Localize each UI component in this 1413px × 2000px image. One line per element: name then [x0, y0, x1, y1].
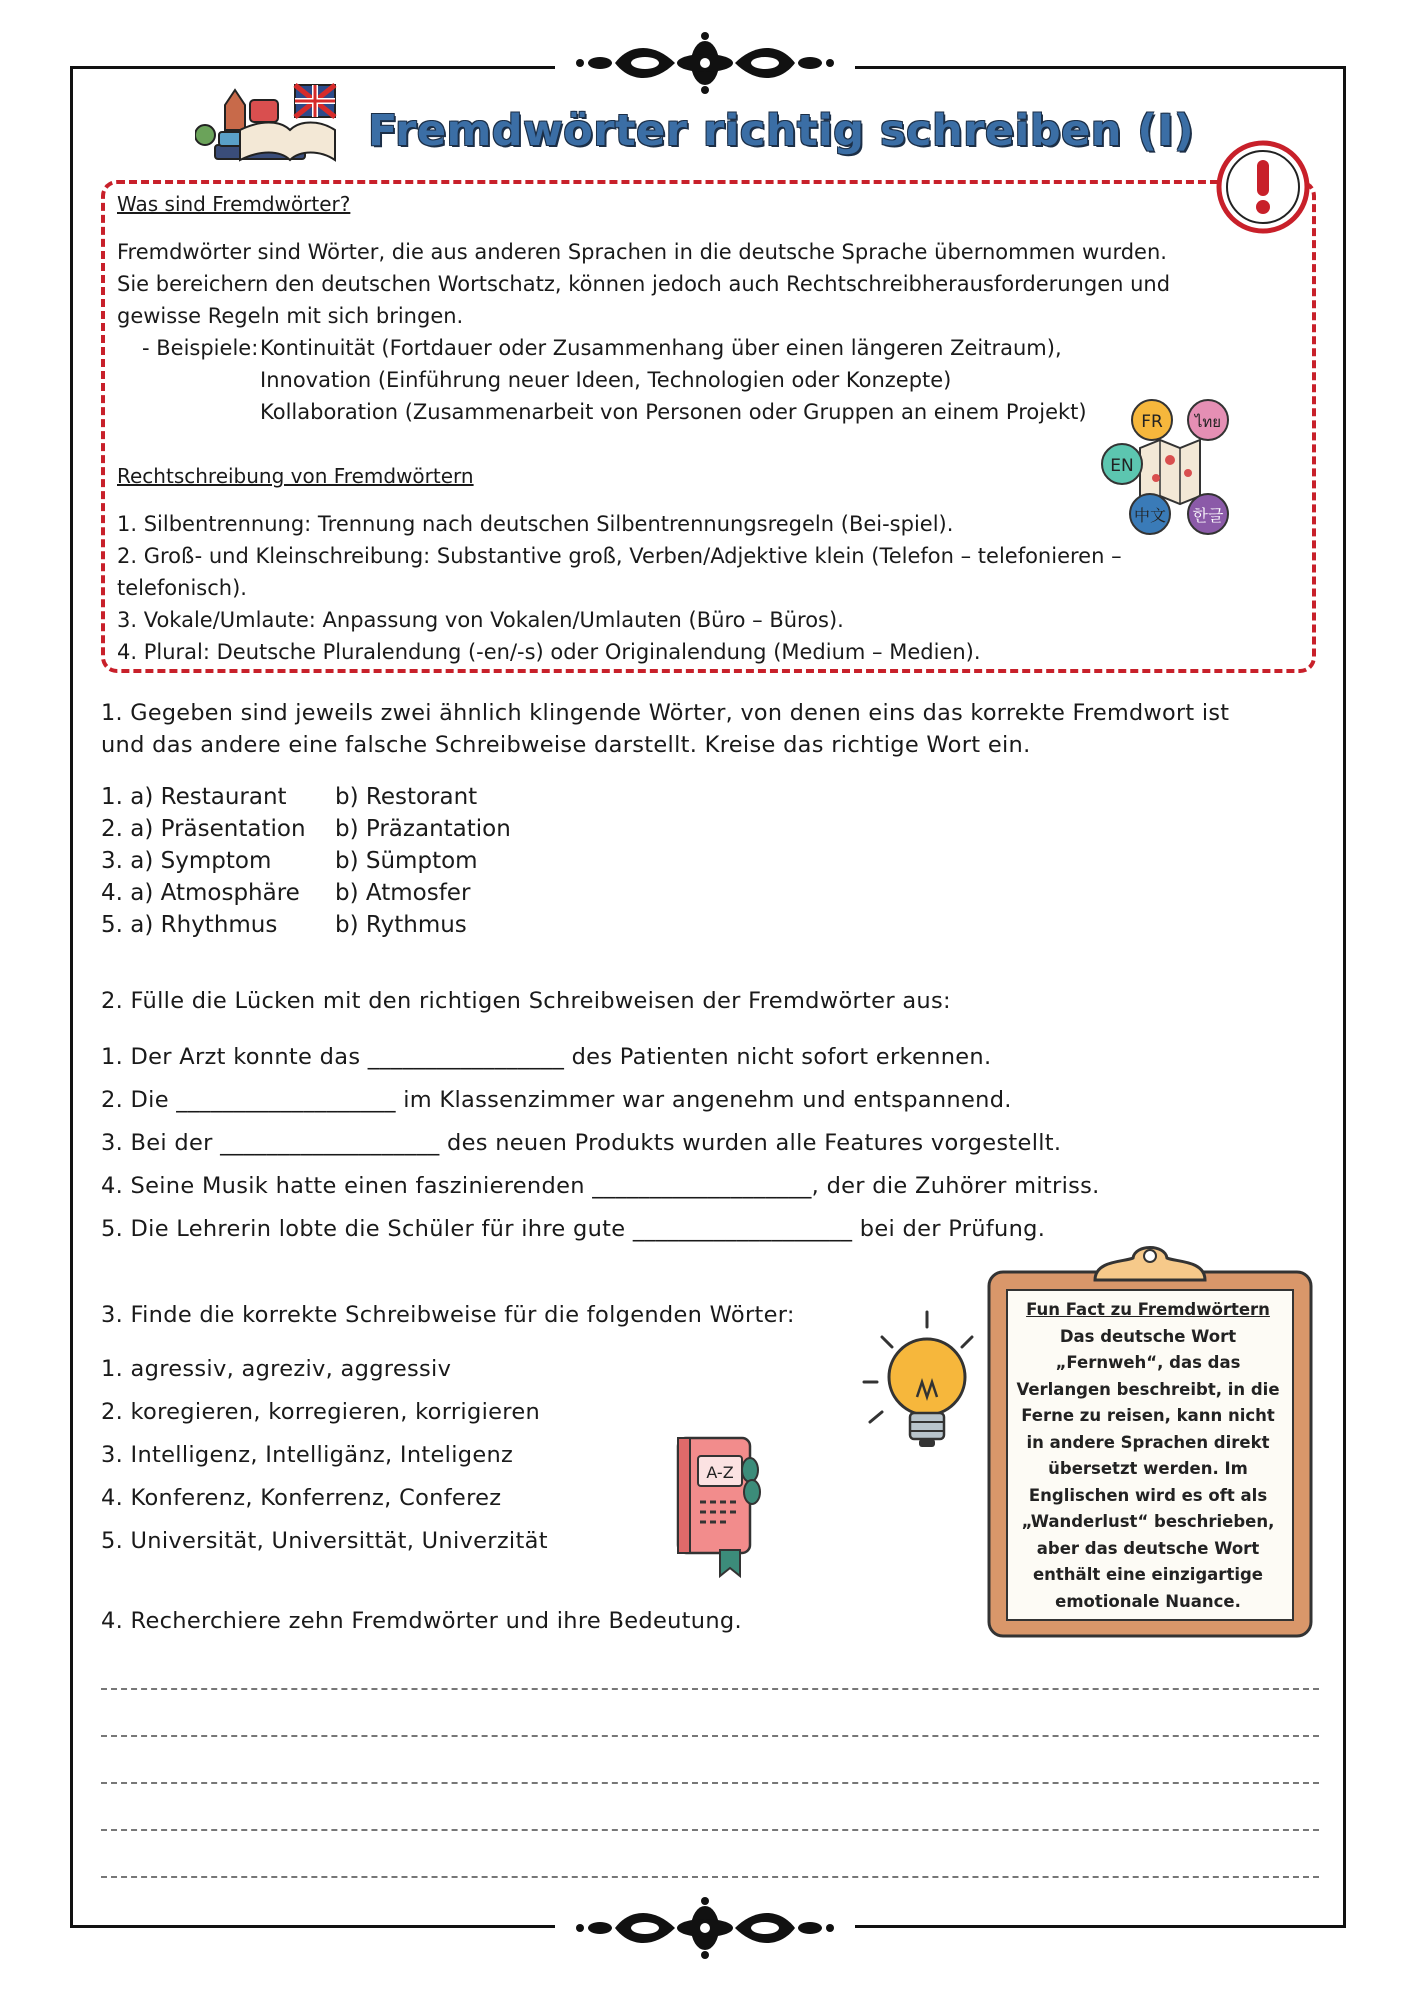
answer-line[interactable]: [101, 1688, 1319, 1690]
fun-fact-line: „Wanderlust“ beschrieben,: [1021, 1512, 1275, 1531]
task1-option-b[interactable]: b) Atmosfer: [335, 880, 471, 906]
languages-map-icon: [1100, 398, 1248, 538]
lightbulb-icon: [862, 1307, 992, 1457]
task2-item[interactable]: 3. Bei der ___________________ des neuen Produkts wurden alle Features vorgestellt.: [101, 1130, 1062, 1156]
fun-fact-line: Das deutsche Wort: [1059, 1326, 1237, 1346]
task1-option-a[interactable]: 2. a) Präsentation: [101, 816, 306, 842]
info-paragraph-line: Sie bereichern den deutschen Wortschatz, können jedoch auch Rechtschreibherausforderungen und: [117, 272, 1171, 296]
task4-instruction: 4. Recherchiere zehn Fremdwörter und ihre Bedeutung.: [101, 1608, 742, 1634]
rule-item: telefonisch).: [117, 576, 247, 600]
fun-fact-line: aber das deutsche Wort: [1036, 1538, 1260, 1558]
task1-option-a[interactable]: 3. a) Symptom: [101, 848, 272, 874]
task2-item[interactable]: 2. Die ___________________ im Klassenzimmer war angenehm und entspannend.: [101, 1087, 1012, 1113]
task1-option-a[interactable]: 1. a) Restaurant: [101, 784, 287, 810]
exclamation-icon: [1216, 140, 1310, 234]
example-item: Innovation (Einführung neuer Ideen, Technologien oder Konzepte): [260, 368, 952, 392]
rule-item: 1. Silbentrennung: Trennung nach deutschen Silbentrennungsregeln (Bei-spiel).: [117, 512, 954, 536]
info-paragraph-line: Fremdwörter sind Wörter, die aus anderen Sprachen in die deutsche Sprache übernommen wurden.: [117, 240, 1167, 264]
fun-fact-title: Fun Fact zu Fremdwörtern: [1026, 1300, 1270, 1319]
ornament-bottom-icon: [555, 1893, 855, 1963]
fun-fact-line: „Fernweh“, das das: [1055, 1353, 1241, 1372]
fun-fact-line: übersetzt werden. Im: [1048, 1459, 1248, 1478]
task3-item[interactable]: 3. Intelligenz, Intelligänz, Inteligenz: [101, 1442, 514, 1468]
task1-option-a[interactable]: 5. a) Rhythmus: [101, 912, 278, 938]
fun-fact-line: Englischen wird es oft als: [1028, 1485, 1268, 1505]
info-heading-what: Was sind Fremdwörter?: [117, 192, 351, 216]
answer-line[interactable]: [101, 1876, 1319, 1878]
rule-item: 2. Groß- und Kleinschreibung: Substantive groß, Verben/Adjektive klein (Telefon – telefonieren –: [117, 544, 1122, 568]
fun-fact-line: enthält eine einzigartige: [1032, 1565, 1263, 1584]
lang-label-fr: FR: [1141, 412, 1163, 432]
lang-label-th: ไทย: [1194, 413, 1222, 431]
fun-fact-line: Ferne zu reisen, kann nicht: [1021, 1406, 1275, 1425]
task3-item[interactable]: 2. koregieren, korregieren, korrigieren: [101, 1399, 541, 1425]
fun-fact-line: in andere Sprachen direkt: [1026, 1432, 1270, 1452]
answer-line[interactable]: [101, 1735, 1319, 1737]
task1-option-b[interactable]: b) Präzantation: [335, 816, 511, 842]
task2-instruction: 2. Fülle die Lücken mit den richtigen Schreibweisen der Fremdwörter aus:: [101, 988, 951, 1014]
rule-item: 4. Plural: Deutsche Pluralendung (-en/-s) oder Originalendung (Medium – Medien).: [117, 640, 981, 664]
book-label: A-Z: [706, 1463, 734, 1482]
task1-option-b[interactable]: b) Sümptom: [335, 848, 478, 874]
lang-label-zh: 中文: [1133, 506, 1167, 525]
rule-item: 3. Vokale/Umlaute: Anpassung von Vokalen/Umlauten (Büro – Büros).: [117, 608, 844, 632]
fun-fact-line: Verlangen beschreibt, in die: [1016, 1379, 1280, 1399]
example-item: Kollaboration (Zusammenarbeit von Personen oder Gruppen an einem Projekt): [260, 400, 1087, 424]
task3-item[interactable]: 1. agressiv, agreziv, aggressiv: [101, 1356, 452, 1382]
ornament-top-icon: [555, 28, 855, 98]
task2-item[interactable]: 5. Die Lehrerin lobte die Schüler für ihre gute ___________________ bei der Prüfung.: [101, 1216, 1046, 1242]
task3-item[interactable]: 4. Konferenz, Konferrenz, Conferez: [101, 1485, 502, 1511]
fun-fact-line: emotionale Nuance.: [1055, 1591, 1241, 1611]
dictionary-book-icon: [660, 1430, 770, 1580]
page-title: Fremdwörter richtig schreiben (I): [368, 106, 1195, 156]
lang-label-en: EN: [1110, 456, 1134, 476]
task3-item[interactable]: 5. Universität, Universittät, Univerzität: [101, 1528, 548, 1554]
travel-books-icon: [195, 70, 345, 170]
examples-label: - Beispiele:: [142, 336, 259, 360]
fun-fact-text: [1013, 1297, 1283, 1615]
task1-instruction: 1. Gegeben sind jeweils zwei ähnlich klingende Wörter, von denen eins das korrekte Fremdwort ist: [101, 700, 1230, 726]
task1-option-b[interactable]: b) Rythmus: [335, 912, 467, 938]
task2-item[interactable]: 1. Der Arzt konnte das _________________ des Patienten nicht sofort erkennen.: [101, 1044, 992, 1070]
info-paragraph-line: gewisse Regeln mit sich bringen.: [117, 304, 464, 328]
answer-line[interactable]: [101, 1782, 1319, 1784]
task2-item[interactable]: 4. Seine Musik hatte einen faszinierenden ___________________, der die Zuhörer mitriss.: [101, 1173, 1100, 1199]
task1-option-a[interactable]: 4. a) Atmosphäre: [101, 880, 300, 906]
task1-instruction: und das andere eine falsche Schreibweise darstellt. Kreise das richtige Wort ein.: [101, 732, 1031, 758]
task3-instruction: 3. Finde die korrekte Schreibweise für die folgenden Wörter:: [101, 1302, 795, 1328]
info-heading-spelling: Rechtschreibung von Fremdwörtern: [117, 464, 474, 488]
answer-line[interactable]: [101, 1829, 1319, 1831]
example-item: Kontinuität (Fortdauer oder Zusammenhang über einen längeren Zeitraum),: [260, 336, 1062, 360]
task1-option-b[interactable]: b) Restorant: [335, 784, 478, 810]
lang-label-ko: 한글: [1192, 506, 1224, 525]
